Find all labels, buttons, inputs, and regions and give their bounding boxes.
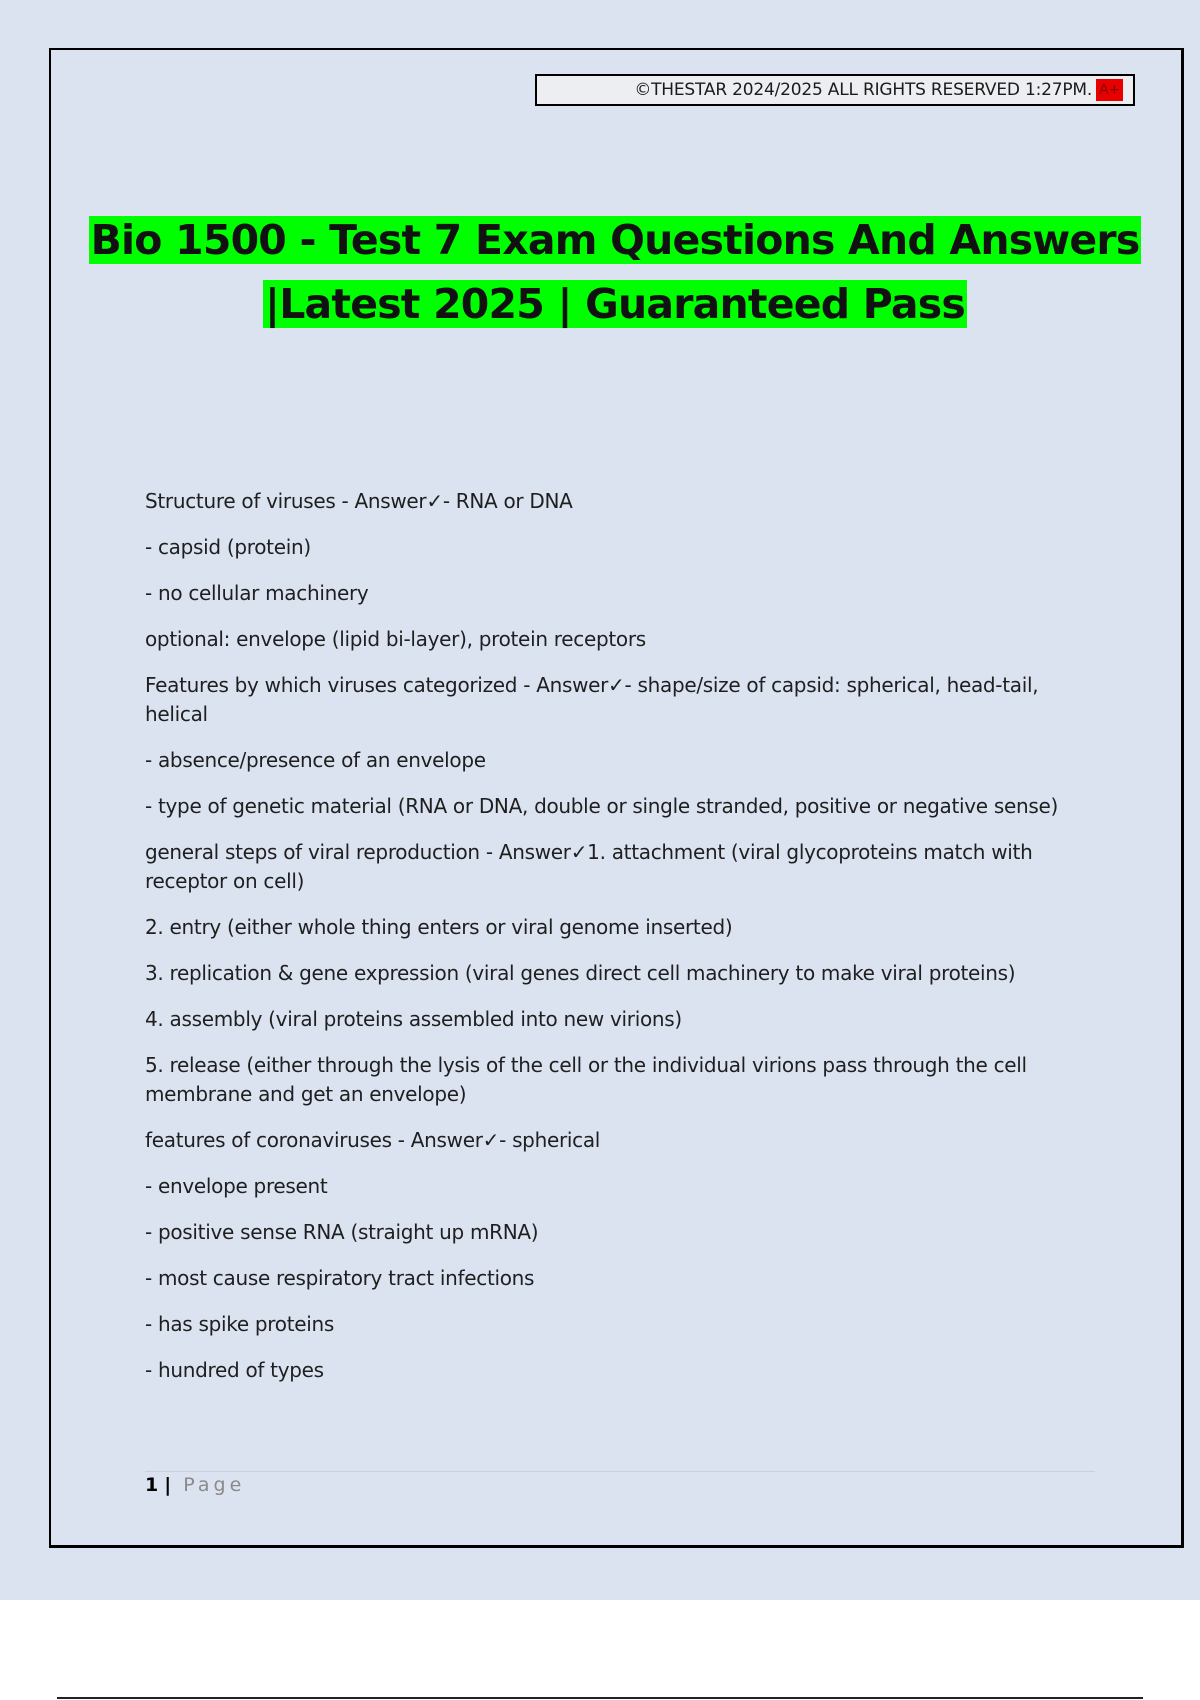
body-line: 4. assembly (viral proteins assembled into new virions) [145, 1007, 682, 1031]
body-line: - hundred of types [145, 1358, 324, 1382]
body-line: - no cellular machinery [145, 581, 369, 605]
body-line: 5. release (either through the lysis of the cell or the individual virions pass through the cell membrane and get an envelope) [145, 1053, 1027, 1106]
body-line: - positive sense RNA (straight up mRNA) [145, 1220, 539, 1244]
next-page-rule [57, 1697, 1143, 1699]
body-line: Features by which viruses categorized - Answer✓- shape/size of capsid: spherical, head-tail, helical [145, 673, 1039, 726]
document-body [145, 487, 1075, 1402]
page-footer [145, 1474, 245, 1496]
document-title [60, 208, 1170, 336]
body-line: 3. replication & gene expression (viral genes direct cell machinery to make viral proteins) [145, 961, 1016, 985]
title-line-1: Bio 1500 - Test 7 Exam Questions And Answers [90, 216, 1140, 264]
body-line: - absence/presence of an envelope [145, 748, 486, 772]
footer-separator: | [164, 1474, 172, 1496]
page-label: Page [183, 1474, 246, 1496]
copyright-header [535, 74, 1135, 106]
grade-badge: A+ [1096, 79, 1123, 101]
body-line: - capsid (protein) [145, 535, 311, 559]
body-line: Structure of viruses - Answer✓- RNA or DNA [145, 489, 573, 513]
body-line: optional: envelope (lipid bi-layer), protein receptors [145, 627, 646, 651]
body-line: general steps of viral reproduction - Answer✓1. attachment (viral glycoproteins match with receptor on cell) [145, 840, 1033, 893]
body-line: - most cause respiratory tract infections [145, 1266, 535, 1290]
body-line: - has spike proteins [145, 1312, 335, 1336]
title-line-2: |Latest 2025 | Guaranteed Pass [265, 280, 965, 328]
body-line: features of coronaviruses - Answer✓- spherical [145, 1128, 601, 1152]
page-number: 1 [145, 1474, 159, 1496]
body-line: - type of genetic material (RNA or DNA, double or single stranded, positive or negative sense) [145, 794, 1058, 818]
body-line: - envelope present [145, 1174, 328, 1198]
copyright-text: ©THESTAR 2024/2025 ALL RIGHTS RESERVED 1:27PM. [634, 80, 1093, 100]
footer-divider [145, 1471, 1095, 1472]
body-line: 2. entry (either whole thing enters or viral genome inserted) [145, 915, 733, 939]
